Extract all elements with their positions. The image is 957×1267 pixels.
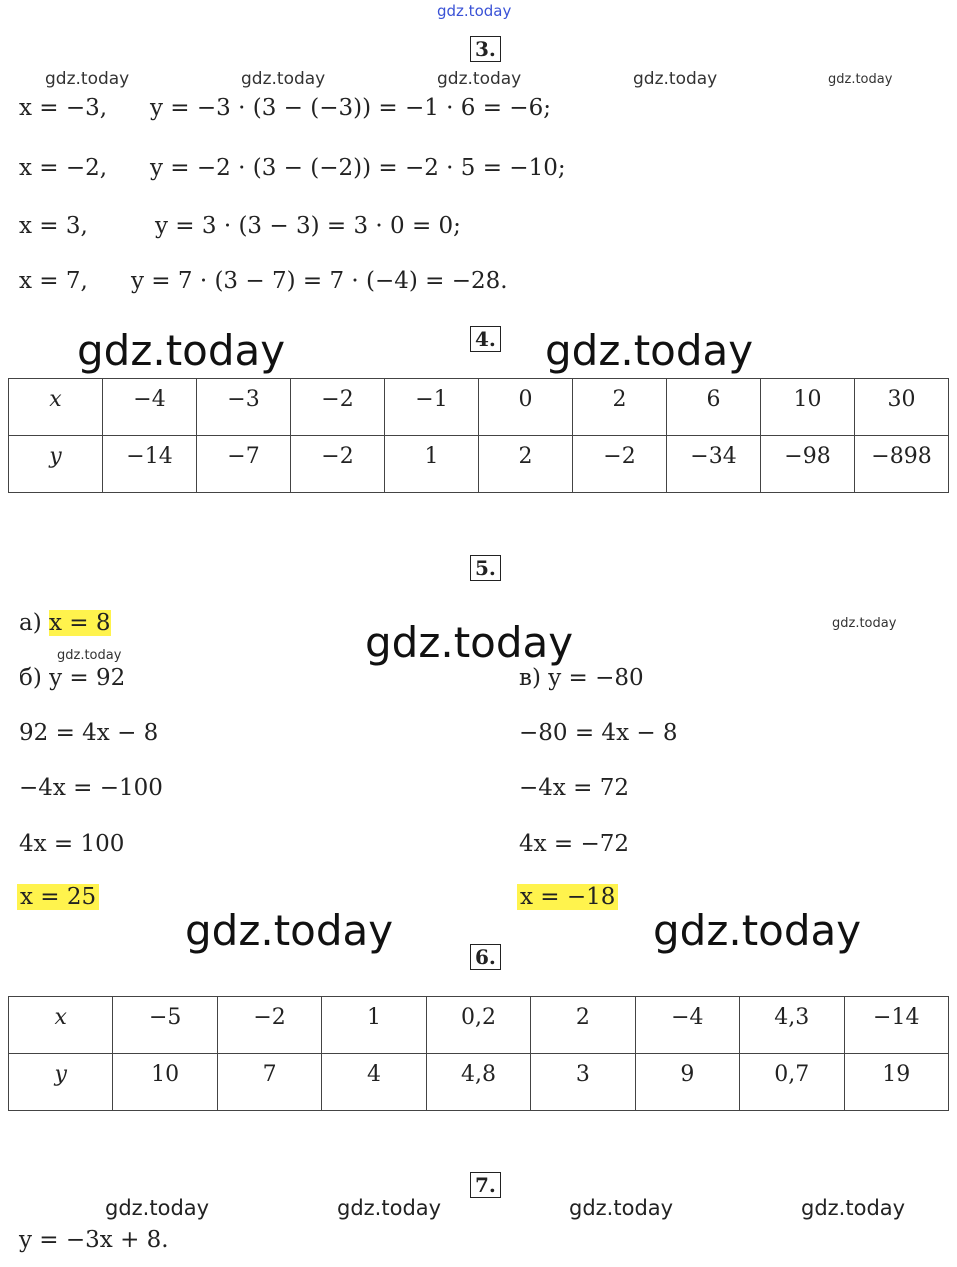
y-label-cell: y bbox=[9, 436, 103, 493]
y-cell: −7 bbox=[197, 436, 291, 493]
y-cell: −898 bbox=[855, 436, 949, 493]
x-cell: 0 bbox=[479, 379, 573, 436]
task5-v-line3: −4x = 72 bbox=[519, 775, 630, 801]
task5-number: 5. bbox=[470, 555, 501, 581]
task3-line2-y: y = −2 · (3 − (−2)) = −2 · 5 = −10; bbox=[150, 155, 566, 181]
watermark: gdz.today bbox=[569, 1196, 674, 1220]
watermark: gdz.today bbox=[105, 1196, 210, 1220]
y-cell: 19 bbox=[844, 1054, 949, 1111]
task7-number: 7. bbox=[470, 1172, 501, 1198]
watermark: gdz.today bbox=[828, 72, 893, 87]
x-cell: −4 bbox=[635, 997, 739, 1054]
x-cell: 10 bbox=[761, 379, 855, 436]
y-label-cell: y bbox=[9, 1054, 113, 1111]
y-cell: 10 bbox=[113, 1054, 217, 1111]
watermark: gdz.today bbox=[365, 618, 574, 667]
x-cell: −4 bbox=[103, 379, 197, 436]
task6-table bbox=[8, 996, 949, 1111]
watermark: gdz.today bbox=[801, 1196, 906, 1220]
task7-line: y = −3x + 8. bbox=[19, 1227, 169, 1253]
y-cell: 9 bbox=[635, 1054, 739, 1111]
watermark: gdz.today bbox=[633, 69, 718, 89]
watermark: gdz.today bbox=[57, 648, 122, 663]
x-cell: 30 bbox=[855, 379, 949, 436]
task5-a bbox=[19, 610, 111, 636]
y-cell: 1 bbox=[385, 436, 479, 493]
y-cell: 3 bbox=[531, 1054, 635, 1111]
x-cell: 6 bbox=[667, 379, 761, 436]
task3-line1-y: y = −3 · (3 − (−3)) = −1 · 6 = −6; bbox=[150, 95, 551, 121]
y-cell: 4,8 bbox=[426, 1054, 530, 1111]
x-cell: −2 bbox=[217, 997, 321, 1054]
task4-number: 4. bbox=[470, 326, 501, 352]
y-cell: 0,7 bbox=[740, 1054, 844, 1111]
y-cell: −98 bbox=[761, 436, 855, 493]
task5-b-line4: 4x = 100 bbox=[19, 831, 125, 857]
watermark: gdz.today bbox=[545, 326, 754, 375]
task3-line1-x: x = −3, bbox=[19, 95, 108, 121]
table-row bbox=[9, 997, 949, 1054]
task4-table bbox=[8, 378, 949, 493]
y-cell: 4 bbox=[322, 1054, 426, 1111]
task3-line2-x: x = −2, bbox=[19, 155, 108, 181]
task5-b-answer: x = 25 bbox=[17, 884, 99, 910]
table-row bbox=[9, 1054, 949, 1111]
task3-line3-x: x = 3, bbox=[19, 213, 88, 239]
x-cell: −5 bbox=[113, 997, 217, 1054]
y-cell: 7 bbox=[217, 1054, 321, 1111]
x-cell: −3 bbox=[197, 379, 291, 436]
y-cell: 2 bbox=[479, 436, 573, 493]
task3-line4-x: x = 7, bbox=[19, 268, 88, 294]
y-cell: −14 bbox=[103, 436, 197, 493]
watermark: gdz.today bbox=[337, 1196, 442, 1220]
task5-v-line2: −80 = 4x − 8 bbox=[519, 720, 678, 746]
task5-v-answer: x = −18 bbox=[517, 884, 618, 910]
x-cell: 4,3 bbox=[740, 997, 844, 1054]
task6-number: 6. bbox=[470, 944, 501, 970]
task5-a-prefix: а) bbox=[19, 610, 42, 636]
task5-a-answer: x = 8 bbox=[49, 610, 111, 636]
x-cell: −1 bbox=[385, 379, 479, 436]
watermark-top: gdz.today bbox=[437, 2, 512, 20]
watermark: gdz.today bbox=[832, 616, 897, 631]
x-cell: 2 bbox=[531, 997, 635, 1054]
x-label-cell: x bbox=[9, 379, 103, 436]
y-cell: −2 bbox=[291, 436, 385, 493]
watermark: gdz.today bbox=[653, 906, 862, 955]
x-cell: −14 bbox=[844, 997, 949, 1054]
task5-v-line4: 4x = −72 bbox=[519, 831, 630, 857]
x-cell: 1 bbox=[322, 997, 426, 1054]
x-cell: 2 bbox=[573, 379, 667, 436]
y-cell: −34 bbox=[667, 436, 761, 493]
task5-b-line1: б) y = 92 bbox=[19, 665, 126, 691]
watermark: gdz.today bbox=[45, 69, 130, 89]
x-label-cell: x bbox=[9, 997, 113, 1054]
watermark: gdz.today bbox=[241, 69, 326, 89]
x-cell: 0,2 bbox=[426, 997, 530, 1054]
table-row bbox=[9, 379, 949, 436]
task5-b-line3: −4x = −100 bbox=[19, 775, 163, 801]
task5-b-line2: 92 = 4x − 8 bbox=[19, 720, 159, 746]
watermark: gdz.today bbox=[77, 326, 286, 375]
task3-line3-y: y = 3 · (3 − 3) = 3 · 0 = 0; bbox=[155, 213, 461, 239]
watermark: gdz.today bbox=[437, 69, 522, 89]
task5-v-line1: в) y = −80 bbox=[519, 665, 644, 691]
task3-number: 3. bbox=[470, 36, 501, 62]
task3-line4-y: y = 7 · (3 − 7) = 7 · (−4) = −28. bbox=[131, 268, 508, 294]
table-row bbox=[9, 436, 949, 493]
x-cell: −2 bbox=[291, 379, 385, 436]
watermark: gdz.today bbox=[185, 906, 394, 955]
y-cell: −2 bbox=[573, 436, 667, 493]
